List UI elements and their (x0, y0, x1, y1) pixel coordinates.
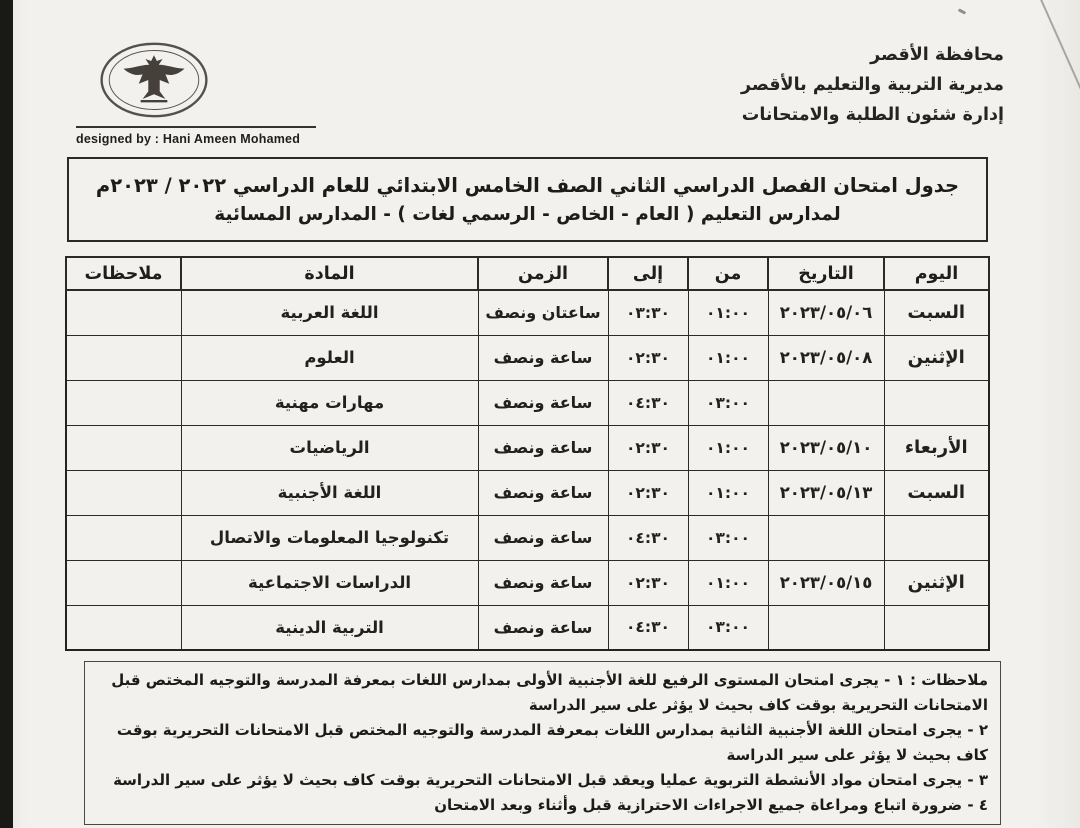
cell-subject: الرياضيات (181, 425, 478, 470)
cell-notes (66, 515, 181, 560)
header-to: إلى (608, 257, 688, 290)
cell-subject: تكنولوجيا المعلومات والاتصال (181, 515, 478, 560)
eagle-emblem-stamp-icon (96, 40, 212, 120)
org-line-administration: إدارة شئون الطلبة والامتحانات (741, 105, 1004, 125)
cell-duration: ساعة ونصف (478, 605, 608, 650)
cell-from: ٠١:٠٠ (688, 425, 768, 470)
cell-from: ٠١:٠٠ (688, 470, 768, 515)
title-line-2: لمدارس التعليم ( العام - الخاص - الرسمي لغات ) - المدارس المسائية (214, 204, 841, 225)
cell-date (768, 380, 884, 425)
cell-subject: مهارات مهنية (181, 380, 478, 425)
cell-notes (66, 380, 181, 425)
cell-duration: ساعة ونصف (478, 515, 608, 560)
cell-to: ٠٢:٣٠ (608, 560, 688, 605)
cell-date: ٢٠٢٣/٠٥/٠٦ (768, 290, 884, 335)
cell-notes (66, 470, 181, 515)
cell-day: الأربعاء (884, 425, 989, 470)
table-row (66, 290, 989, 335)
table-row (66, 515, 989, 560)
footnote-2: ٢ - يجرى امتحان اللغة الأجنبية الثانية بمدارس اللغات بمعرفة المدرسة والتوجيه المختص قبل الامتحانات التحريرية بوقت كاف بحيث لا يؤثر على سير الدراسة (116, 721, 988, 764)
cell-from: ٠٣:٠٠ (688, 515, 768, 560)
cell-date: ٢٠٢٣/٠٥/٠٨ (768, 335, 884, 380)
cell-from: ٠١:٠٠ (688, 335, 768, 380)
cell-to: ٠٤:٣٠ (608, 380, 688, 425)
cell-duration: ساعة ونصف (478, 335, 608, 380)
table-row (66, 425, 989, 470)
table-row (66, 380, 989, 425)
cell-date: ٢٠٢٣/٠٥/١٠ (768, 425, 884, 470)
cell-to: ٠٤:٣٠ (608, 605, 688, 650)
cell-duration: ساعتان ونصف (478, 290, 608, 335)
footnotes-label: ملاحظات : (909, 671, 988, 689)
exam-schedule-table (65, 256, 990, 651)
header-day: اليوم (884, 257, 989, 290)
cell-date (768, 515, 884, 560)
footnote-4: ٤ - ضرورة اتباع ومراعاة جميع الاجراءات الاحترازية قبل وأثناء وبعد الامتحان (434, 796, 988, 814)
org-line-governorate: محافظة الأقصر (870, 45, 1004, 65)
scan-speck (958, 8, 966, 14)
header-from: من (688, 257, 768, 290)
footnotes-box (84, 661, 1001, 825)
scan-artifact-line (1034, 0, 1080, 146)
cell-subject: التربية الدينية (181, 605, 478, 650)
header-subject: المادة (181, 257, 478, 290)
table-row (66, 335, 989, 380)
cell-to: ٠٤:٣٠ (608, 515, 688, 560)
cell-date (768, 605, 884, 650)
cell-duration: ساعة ونصف (478, 380, 608, 425)
cell-from: ٠١:٠٠ (688, 560, 768, 605)
org-line-directorate: مديرية التربية والتعليم بالأقصر (740, 75, 1004, 95)
cell-notes (66, 290, 181, 335)
header-duration: الزمن (478, 257, 608, 290)
table-header (66, 257, 989, 290)
table-header-row (66, 257, 989, 290)
cell-from: ٠٣:٠٠ (688, 605, 768, 650)
cell-day: السبت (884, 470, 989, 515)
document-title-box (67, 157, 988, 242)
cell-subject: الدراسات الاجتماعية (181, 560, 478, 605)
cell-day: الإثنين (884, 560, 989, 605)
cell-to: ٠٢:٣٠ (608, 470, 688, 515)
scan-edge-shadow (0, 0, 13, 828)
header-notes: ملاحظات (66, 257, 181, 290)
table-body (66, 290, 989, 650)
cell-duration: ساعة ونصف (478, 470, 608, 515)
cell-notes (66, 335, 181, 380)
logo-block (76, 40, 316, 146)
table-row (66, 560, 989, 605)
cell-day (884, 380, 989, 425)
org-header (741, 40, 1004, 130)
cell-to: ٠٣:٣٠ (608, 290, 688, 335)
cell-notes (66, 560, 181, 605)
table-row (66, 605, 989, 650)
cell-subject: اللغة الأجنبية (181, 470, 478, 515)
cell-notes (66, 425, 181, 470)
cell-duration: ساعة ونصف (478, 560, 608, 605)
cell-to: ٠٢:٣٠ (608, 425, 688, 470)
cell-from: ٠١:٠٠ (688, 290, 768, 335)
cell-day (884, 605, 989, 650)
footnote-1-text: ١ - يجرى امتحان المستوى الرفيع للغة الأجنبية الأولى بمدارس اللغات بمعرفة المدرسة والتوجيه المختص قبل الامتحانات التحريرية بوقت كاف بحيث لا يؤثر على سير الدراسة (111, 671, 988, 714)
cell-day (884, 515, 989, 560)
footnote-1 (93, 668, 988, 718)
cell-date: ٢٠٢٣/٠٥/١٥ (768, 560, 884, 605)
cell-day: الإثنين (884, 335, 989, 380)
cell-from: ٠٣:٠٠ (688, 380, 768, 425)
cell-duration: ساعة ونصف (478, 425, 608, 470)
title-line-1: جدول امتحان الفصل الدراسي الثاني الصف الخامس الابتدائي للعام الدراسي ٢٠٢٢ / ٢٠٢٣م (95, 174, 960, 197)
cell-subject: اللغة العربية (181, 290, 478, 335)
cell-to: ٠٢:٣٠ (608, 335, 688, 380)
cell-date: ٢٠٢٣/٠٥/١٣ (768, 470, 884, 515)
header-date: التاريخ (768, 257, 884, 290)
designed-by-credit: designed by : Hani Ameen Mohamed (76, 126, 316, 146)
table-row (66, 470, 989, 515)
footnote-3: ٣ - يجرى امتحان مواد الأنشطة التربوية عمليا ويعقد قبل الامتحانات التحريرية بوقت كاف بحيث لا يؤثر على سير الدراسة (113, 771, 988, 789)
cell-notes (66, 605, 181, 650)
cell-day: السبت (884, 290, 989, 335)
cell-subject: العلوم (181, 335, 478, 380)
